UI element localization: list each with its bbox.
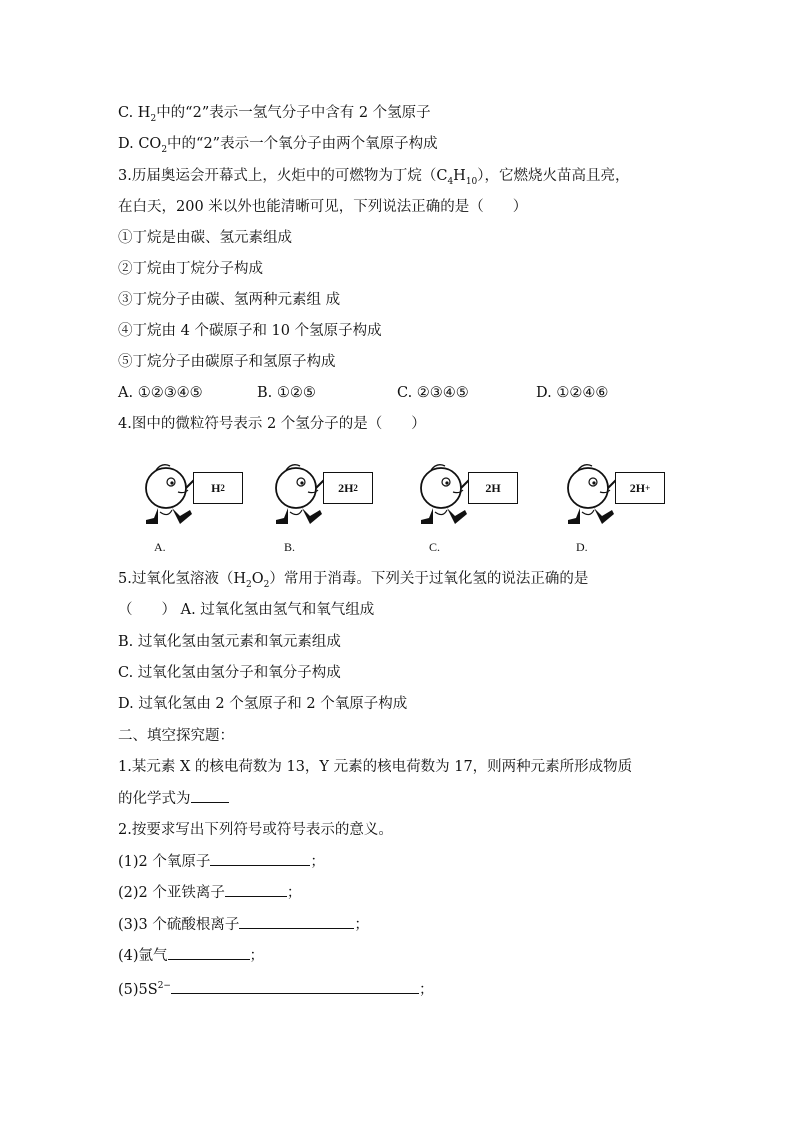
question-4-stem: 4.图中的微粒符号表示 2 个氢分子的是（ ） bbox=[118, 416, 426, 432]
symbol-box-a: H 2 bbox=[193, 472, 243, 504]
fill-item-5: $(5)5S^{2-}$ ； bbox=[118, 976, 433, 1000]
answer-blank[interactable] bbox=[239, 914, 354, 929]
caption-c: C. bbox=[429, 540, 441, 554]
q5-option-b: B. 过氧化氢由氢元素和氧元素组成 bbox=[118, 634, 341, 650]
symbol-box-c: 2H bbox=[468, 472, 518, 504]
option-d-co2: D. $CO_2$中的“2”表示一个氧分子由两个氧原子构成 bbox=[118, 136, 438, 155]
answer-blank[interactable] bbox=[171, 979, 419, 994]
question-5-stem: 5.过氧化氢溶液$(H_2O_2)$常用于消毒。下列关于过氧化氢的说法正确的是 bbox=[118, 571, 589, 590]
caption-a: A. bbox=[154, 540, 166, 554]
q3-option-d: D. ①②④⑥ bbox=[536, 385, 609, 401]
fill-item-1: (1)2 个氧原子 ； bbox=[118, 851, 325, 872]
caption-b: B. bbox=[284, 540, 296, 554]
q5-option-a: （ ） A. 过氧化氢由氢气和氧气组成 bbox=[118, 602, 375, 618]
q3-option-c: C. ②③④⑤ bbox=[397, 385, 469, 401]
answer-blank[interactable] bbox=[210, 851, 310, 866]
section-heading: 二、填空探究题： bbox=[118, 728, 234, 744]
fill-item-2: (2)2 个亚铁离子 ； bbox=[118, 882, 301, 903]
fill-question-2: 2.按要求写出下列符号或符号表示的意义。 bbox=[118, 822, 393, 838]
answer-blank[interactable] bbox=[225, 882, 287, 897]
statement-4: ④丁烷由 4 个碳原子和 10 个氢原子构成 bbox=[118, 323, 382, 339]
fill-item-4: (4)氩气 ； bbox=[118, 945, 264, 966]
answer-blank[interactable] bbox=[168, 945, 250, 960]
answer-blank[interactable] bbox=[191, 788, 229, 803]
q3-option-a: A. ①②③④⑤ bbox=[118, 385, 203, 401]
q3-option-b: B. ①②⑤ bbox=[257, 385, 316, 401]
figure-option-a bbox=[128, 458, 258, 558]
question-3-stem-cont: 在白天，200 米以外也能清晰可见，下列说法正确的是（ ） bbox=[118, 199, 528, 215]
particle-figure bbox=[118, 458, 678, 558]
statement-3: ③丁烷分子由碳、氢两种元素组 成 bbox=[118, 292, 341, 308]
option-c-h2: C. $H_2$中的“2”表示一氢气分子中含有 2 个氢原子 bbox=[118, 105, 431, 124]
fill-question-1-cont: 的化学式为 bbox=[118, 788, 229, 809]
fill-item-3: (3)3 个硫酸根离子 ； bbox=[118, 914, 369, 935]
fill-question-1: 1.某元素 X 的核电荷数为 13，Y 元素的核电荷数为 17，则两种元素所形成物质 bbox=[118, 759, 633, 775]
question-3-stem: 3.历届奥运会开幕式上，火炬中的可燃物为丁烷$(C_4H_{10})$，它燃烧火苗高且亮， bbox=[118, 168, 630, 187]
figure-option-c bbox=[403, 458, 533, 558]
q5-option-d: D. 过氧化氢由 2 个氢原子和 2 个氧原子构成 bbox=[118, 696, 408, 712]
statement-1: ①丁烷是由碳、氢元素组成 bbox=[118, 230, 292, 246]
figure-option-b bbox=[258, 458, 388, 558]
symbol-box-b: 2H 2 bbox=[323, 472, 373, 504]
symbol-box-d: 2H + bbox=[615, 472, 665, 504]
statement-5: ⑤丁烷分子由碳原子和氢原子构成 bbox=[118, 354, 336, 370]
caption-d: D. bbox=[576, 540, 588, 554]
statement-2: ②丁烷由丁烷分子构成 bbox=[118, 261, 263, 277]
figure-option-d bbox=[550, 458, 680, 558]
q5-option-c: C. 过氧化氢由氢分子和氧分子构成 bbox=[118, 665, 341, 681]
